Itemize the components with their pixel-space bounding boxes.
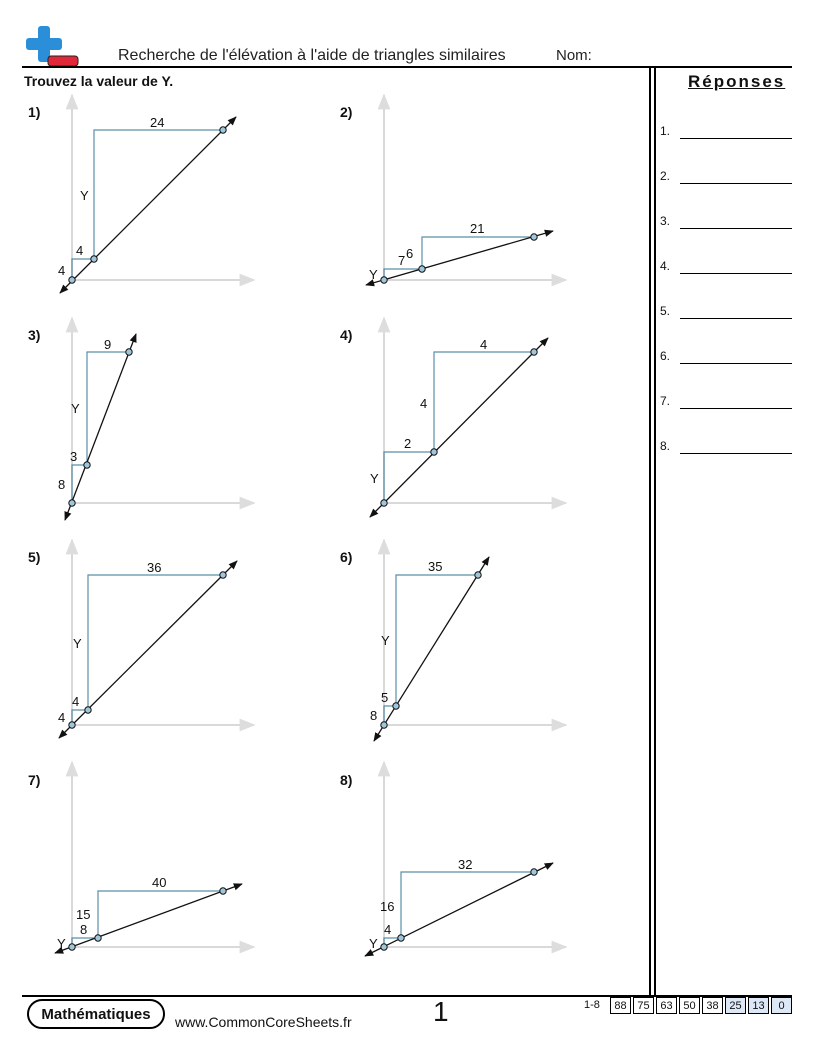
point	[126, 349, 132, 355]
large-height-label: Y	[381, 633, 390, 648]
subject-badge: Mathématiques	[27, 999, 165, 1029]
point	[381, 500, 387, 506]
point	[431, 449, 437, 455]
answer-number-7: 7.	[660, 394, 671, 408]
large-height-label: 16	[380, 899, 395, 914]
score-cell: 13	[748, 997, 769, 1014]
large-base-label: 9	[104, 337, 112, 352]
large-base-label: 32	[458, 857, 473, 872]
point	[531, 234, 537, 240]
score-cell: 25	[725, 997, 746, 1014]
problem-2-label: 2)	[340, 104, 353, 120]
problem-1-label: 1)	[28, 104, 41, 120]
small-base-label: 8	[80, 922, 88, 937]
sight-line	[370, 338, 548, 517]
large-base-label: 21	[470, 221, 485, 236]
answer-number-6: 6.	[660, 349, 671, 363]
problem-5-label: 5)	[28, 549, 41, 565]
score-range: 1-8	[584, 999, 600, 1011]
sight-line	[65, 334, 136, 520]
large-height-label: 4	[420, 396, 428, 411]
problem-3-label: 3)	[28, 327, 41, 343]
sight-line	[366, 231, 553, 285]
answer-number-3: 3.	[660, 214, 671, 228]
score-cell: 38	[702, 997, 723, 1014]
point	[531, 349, 537, 355]
worksheet-title: Recherche de l'élévation à l'aide de triangles similaires	[118, 47, 506, 64]
small-base-label: 4	[76, 243, 84, 258]
answer-number-8: 8.	[660, 439, 671, 453]
small-height-label: 4	[58, 710, 66, 725]
small-height-label: 8	[58, 477, 66, 492]
large-base-label: 4	[480, 337, 488, 352]
point	[381, 944, 387, 950]
score-cell: 63	[656, 997, 677, 1014]
problem-6-label: 6)	[340, 549, 353, 565]
problem-8-label: 8)	[340, 772, 353, 788]
large-height-label: Y	[80, 188, 89, 203]
answer-number-4: 4.	[660, 259, 671, 273]
point	[381, 722, 387, 728]
point	[91, 256, 97, 262]
small-height-label: Y	[370, 471, 379, 486]
page-number: 1	[433, 996, 449, 1027]
point	[220, 572, 226, 578]
large-base-label: 24	[150, 115, 165, 130]
answers-title: Réponses	[688, 72, 786, 91]
problem-4-label: 4)	[340, 327, 353, 343]
answer-number-1: 1.	[660, 124, 671, 138]
answer-number-5: 5.	[660, 304, 671, 318]
sight-line	[60, 117, 236, 293]
large-height-label: Y	[71, 401, 80, 416]
small-height-label: 4	[58, 263, 66, 278]
small-base-label: 2	[404, 436, 412, 451]
website-link[interactable]: www.CommonCoreSheets.fr	[175, 1014, 352, 1030]
point	[69, 277, 75, 283]
large-base-label: 36	[147, 560, 162, 575]
problem-7-label: 7)	[28, 772, 41, 788]
point	[220, 127, 226, 133]
point	[69, 722, 75, 728]
point	[95, 935, 101, 941]
sight-line	[374, 557, 489, 741]
small-height-label: Y	[369, 267, 378, 282]
point	[69, 500, 75, 506]
point	[381, 277, 387, 283]
point	[393, 703, 399, 709]
answer-number-2: 2.	[660, 169, 671, 183]
large-base-label: 35	[428, 559, 443, 574]
score-cell: 75	[633, 997, 654, 1014]
instructions: Trouvez la valeur de Y.	[24, 73, 174, 89]
name-label: Nom:	[556, 47, 592, 64]
large-base-label: 40	[152, 875, 167, 890]
large-height-label: Y	[73, 636, 82, 651]
small-base-label: 5	[381, 690, 389, 705]
score-cell: 50	[679, 997, 700, 1014]
point	[69, 944, 75, 950]
score-cell: 88	[610, 997, 631, 1014]
small-base-label: 7	[398, 253, 406, 268]
point	[84, 462, 90, 468]
point	[419, 266, 425, 272]
small-base-label: 4	[384, 922, 392, 937]
small-height-label: 8	[370, 708, 378, 723]
small-height-label: Y	[57, 936, 66, 951]
score-cell: 0	[771, 997, 792, 1014]
small-base-label: 4	[72, 694, 80, 709]
small-base-label: 3	[70, 449, 78, 464]
large-height-label: 15	[76, 907, 91, 922]
small-height-label: Y	[369, 936, 378, 951]
point	[220, 888, 226, 894]
point	[531, 869, 537, 875]
point	[398, 935, 404, 941]
point	[475, 572, 481, 578]
point	[85, 707, 91, 713]
large-height-label: 6	[406, 246, 414, 261]
